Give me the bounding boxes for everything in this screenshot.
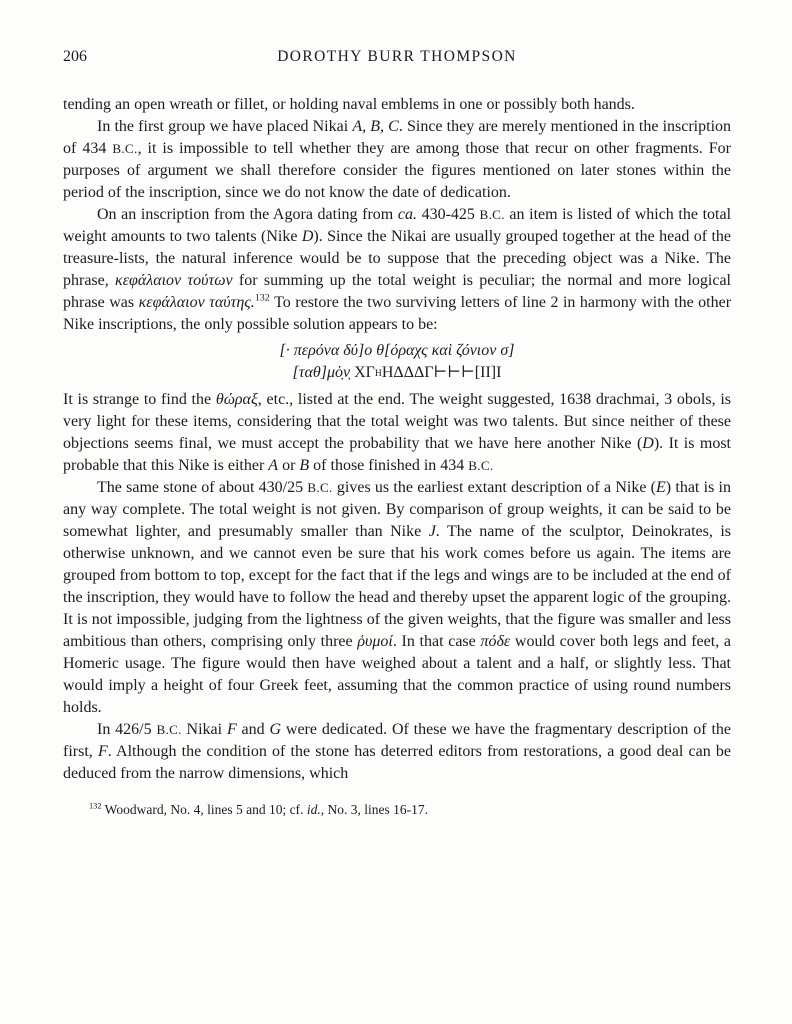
- text-segment: ). Since the Nikai are usually grouped together at the head of the treasure-lists, the natural inference would be to suppose that the preceding object was a Nike. The phrase,: [63, 228, 732, 289]
- text-segment: D: [642, 435, 654, 453]
- text-segment: In 426/5: [97, 721, 157, 739]
- text-segment: id.: [306, 802, 321, 818]
- text-segment: κεφάλαιον τούτων: [115, 272, 233, 289]
- running-head-title: DOROTHY BURR THOMPSON: [277, 48, 517, 65]
- text-segment: B.C.: [112, 141, 138, 156]
- text-segment: A: [268, 457, 279, 475]
- text-segment: gives us the earliest extant description of a Nike (: [332, 479, 657, 497]
- text-segment: ΗΔΔΔΓ⊢⊢⊢[ΙΙ]Ι: [381, 364, 502, 381]
- text-segment: D: [301, 228, 314, 245]
- text-segment: , No. 3, lines 16-17.: [320, 802, 428, 818]
- inscription-line: [63, 362, 731, 385]
- paragraph: [63, 94, 731, 116]
- text-segment: ῥυμοί: [357, 633, 393, 651]
- footnote-reference: 132: [254, 292, 270, 304]
- text-segment: [· περόνα δύ]ο θ[όραχς καὶ ζόνιον σ]: [279, 342, 515, 359]
- text-segment: or: [278, 457, 300, 475]
- text-segment: an item is listed of which the total weight amounts to two talents (Nike: [63, 206, 732, 245]
- text-segment: B.C.: [468, 458, 494, 474]
- text-segment: Η: [374, 368, 382, 380]
- text-segment: . In that case: [392, 633, 481, 651]
- footnote-reference: 132: [89, 801, 102, 811]
- text-segment: θώραξ: [215, 391, 258, 409]
- text-segment: A, B, C: [352, 118, 399, 135]
- text-segment: , it is impossible to tell whether they are among those that recur on other fragments. For purposes of argument we shall therefore consider the figures mentioned on later stones within the period of the inscription, since we do not know the date of dedication.: [63, 140, 732, 201]
- text-segment: ). It is most probable that this Nike is either: [63, 435, 732, 475]
- text-segment: tending an open wreath or fillet, or holding naval emblems in one or possibly both hands.: [63, 96, 635, 113]
- text-segment: πόδε: [480, 633, 511, 651]
- text-segment: , etc., listed at the end. The weight suggested, 1638 drachmai, 3 obols, is very light for these items, considering that the total weight was two talents. But since neither of these objections seems final, we must accept the probability that we have here another Nike (: [63, 391, 731, 453]
- inscription-block: [63, 340, 731, 385]
- text-segment: ca.: [397, 206, 417, 223]
- text-segment: In the first group we have placed Nikai: [97, 118, 353, 135]
- page-body: [63, 94, 731, 785]
- text-segment: On an inscription from the Agora dating from: [97, 206, 398, 223]
- text-segment: and: [236, 721, 270, 739]
- text-segment: Nikai: [181, 721, 227, 739]
- text-segment: B: [299, 457, 310, 475]
- text-segment: [ταθ]μὸ̣ν̣: [292, 364, 355, 381]
- text-segment: F: [226, 721, 237, 739]
- text-segment: To restore the two surviving letters of line 2 in harmony with the other Nike inscriptions, the only possible solution appears to be:: [63, 294, 732, 333]
- text-segment: E: [656, 479, 666, 497]
- text-segment: of those finished in 434: [309, 457, 469, 475]
- text-segment: . Although the condition of the stone has deterred editors from restorations, a good deal can be deduced from the narrow dimensions, which: [63, 743, 732, 783]
- text-segment: B.C.: [307, 480, 333, 496]
- text-segment: . The name of the sculptor, Deinokrates, is otherwise unknown, and we cannot even be sure that his work comes before us again. The items are grouped from bottom to top, except for the fact that if the legs and wings are to be included at the end of the inscription, they would have to follow the head and thereby upset the apparent logic of the grouping. It is not impossible, judging from the lightness of the given weights, that the figure was smaller and less ambitious than others, comprising only three: [63, 523, 731, 651]
- footnote: [63, 801, 731, 819]
- text-segment: ΧΓ: [354, 364, 375, 381]
- paragraph: [63, 477, 731, 719]
- text-segment: 430-425: [416, 206, 480, 223]
- paragraph: [63, 204, 731, 336]
- text-segment: Woodward, No. 4, lines 5 and 10; cf.: [101, 802, 307, 818]
- paragraph: [63, 116, 731, 204]
- text-segment: G: [269, 721, 282, 739]
- page-number: 206: [63, 48, 87, 65]
- inscription-line: [63, 340, 731, 362]
- text-segment: B.C.: [479, 207, 505, 222]
- text-segment: for summing up the total weight is peculiar; the normal and more logical phrase was: [63, 272, 732, 311]
- page-header: [63, 48, 731, 70]
- text-segment: . Since they are merely mentioned in the inscription of 434: [63, 118, 732, 157]
- text-segment: F: [97, 743, 108, 761]
- text-segment: κεφάλαιον ταύτης.: [138, 294, 255, 311]
- text-segment: It is strange to find the: [63, 391, 216, 409]
- paragraph: [63, 389, 731, 477]
- text-segment: J: [428, 523, 436, 541]
- text-segment: ) that is in any way complete. The total weight is not given. By comparison of group weights, it can be said to be somewhat lighter, and presumably smaller than Nike: [63, 479, 732, 541]
- text-segment: The same stone of about 430/25: [97, 479, 308, 497]
- text-segment: would cover both legs and feet, a Homeric usage. The figure would then have weighed about a talent and a half, or slightly less. That would imply a height of four Greek feet, assuming that the common practice of using round numbers holds.: [63, 633, 731, 717]
- paragraph: [63, 719, 731, 785]
- text-segment: B.C.: [156, 722, 182, 738]
- text-segment: were dedicated. Of these we have the fragmentary description of the first,: [63, 721, 731, 761]
